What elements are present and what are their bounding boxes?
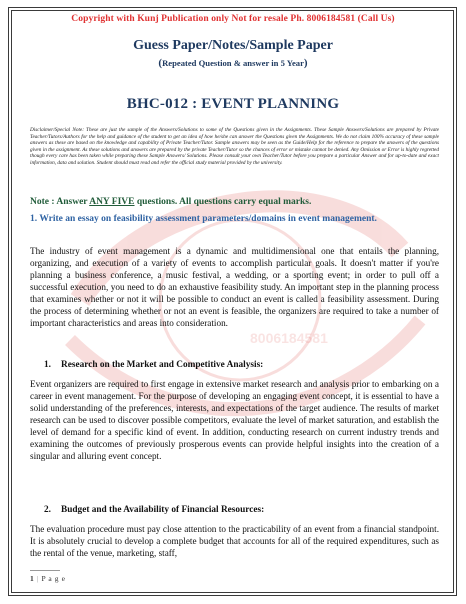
document-title: Guess Paper/Notes/Sample Paper <box>133 38 333 53</box>
copyright-banner: Copyright with Kunj Publication only Not for resale Ph. 8006184581 (Call Us) <box>71 14 395 24</box>
subheading-budget: 2. Budget and the Availability of Financial Resources: <box>44 505 265 515</box>
footer-rule <box>30 570 60 571</box>
answer-paragraph: The industry of event management is a dynamic and multidimensional one that entails the planning, organizing, and execution of a variety of events to accomplish particular goals. It doesn't matter if you're planning a business conference, a music festival, a wedding, or a sporting event; in order to pull off a successful execution, you need to do an exhaustive feasibility study. An important step in the planning process that examines whether or not it will be possible to conduct an event is called a feasibility assessment. During the process of determining whether or not an event is feasible, the organizers are required to take a number of important characteristics and areas into consideration. <box>30 246 439 328</box>
answer-paragraph: Event organizers are required to first engage in extensive market research and analysis prior to embarking on a career in event management. For the purpose of developing an engaging event concept, it is essential to have a solid understanding of the preferences, interests, and expectations of the target audience. The results of market research can be used to discover possible competitors, evaluate the level of market saturation, and establish the level of demand for a specific kind of event. In addition, conducting research on current industry trends and examining the outcomes of previously prosperous events can provide helpful insights into the creation of a singular and alluring event concept. <box>30 379 439 461</box>
note-emphasis: ANY FIVE <box>89 197 135 207</box>
page-label: P a g e <box>41 574 66 583</box>
page-number: 1 <box>30 574 35 583</box>
disclaimer-text: Disclaimer/Special Note: These are just the sample of the Answers/Solutions to some of the Questions given in the Assignments. These Sample Answers/Solutions are prepared by Private Teacher/Tutors/Authors for the help and guidance of the student to get an idea of how he/she can answer the Questions given the Assignments. We do not claim 100% accuracy of these sample answers as these are based on the knowledge and capability of Private Teacher/Tutor. Sample answers may be seen as the Guide/Help for the reference to prepare the answers of the questions given in the assignment. As these solutions and answers are prepared by the private Teacher/Tutor so the chances of error or mistake cannot be denied. Any Omission or Error is highly regretted though every care has been taken while preparing these Sample Answers/ Solutions. Please consult your own Teacher/Tutor before you prepare a particular Answer and for up-to-date and exact information, data and solution. Student should must read and refer the official study material provided by the university. <box>30 127 439 166</box>
page-footer: 1 | P a g e <box>30 574 66 583</box>
course-heading: BHC-012 : EVENT PLANNING <box>126 96 340 112</box>
instruction-note: Note : Answer ANY FIVE questions. All questions carry equal marks. <box>30 197 312 207</box>
answer-paragraph: The evaluation procedure must pay close attention to the practicability of an event from a financial standpoint. It is absolutely crucial to develop a complete budget that accounts for all of the required expenditures, such as the rental of the venue, marketing, staff, <box>30 524 439 558</box>
question-heading: 1. Write an essay on feasibility assessment parameters/domains in event management. <box>30 214 377 224</box>
document-subtitle: (Repeated Question & answer in 5 Year) <box>158 57 308 69</box>
subheading-market-research: 1. Research on the Market and Competitive Analysis: <box>44 360 264 370</box>
watermark-phone: 8006184581 <box>250 330 328 346</box>
